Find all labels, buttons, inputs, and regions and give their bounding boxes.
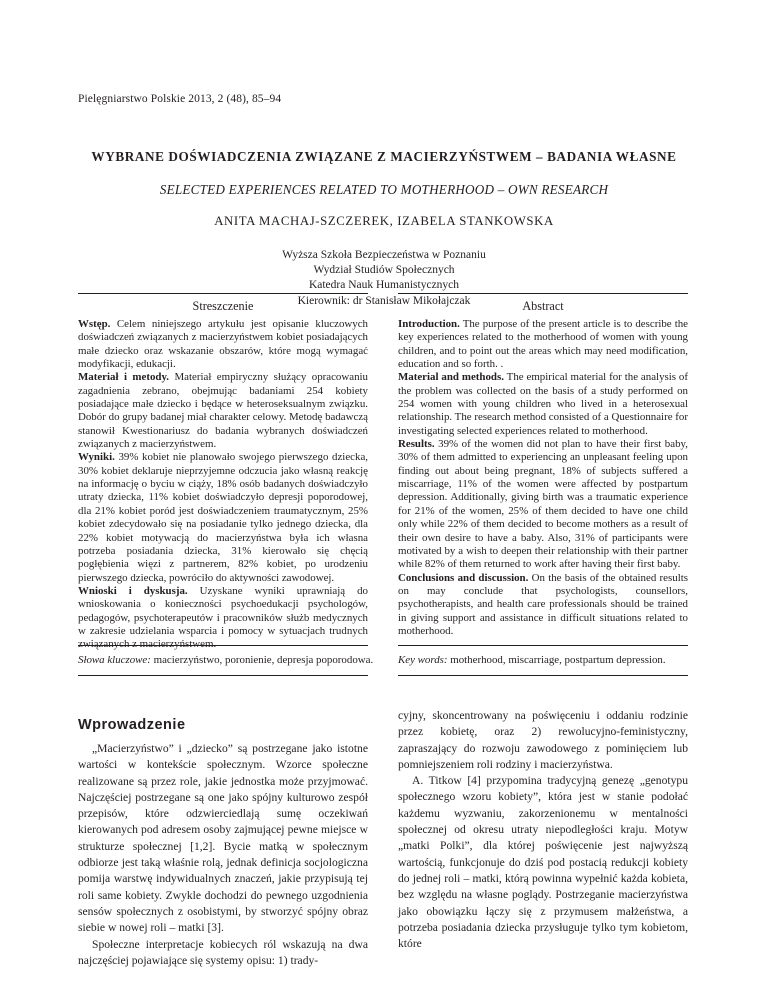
keywords-english xyxy=(398,654,688,667)
journal-citation: Pielęgniarstwo Polskie 2013, 2 (48), 85–94 xyxy=(78,93,282,105)
body-paragraph: A. Titkow [4] przypomina tradycyjną genezę „genotypu społecznego wzoru kobiety”, która jest w stanie podołać każdemu wyzwaniu, zakorzenionemu w mentalności społecznej od okresu utraty niepodległości kraju. Motyw „matki Polki”, dla której poświęcenie jest najwyższą wartością, funkcjonuje do dziś pod postacią redukcji kobiety do jednej roli – matki, którą powinna wypełnić każda kobieta, bez względu na własne poglądy. Postrzeganie macierzyństwa jako obowiązku łączy się z przymusem małżeństwa, a potrzeba posiadania dziecka przysługuje tylko tym kobietom, które xyxy=(398,774,688,951)
section-label: Wyniki. xyxy=(78,451,115,464)
section-heading-wprowadzenie: Wprowadzenie xyxy=(78,717,186,733)
keywords-text: motherhood, miscarriage, postpartum depression. xyxy=(447,654,666,666)
abstract-conclusions xyxy=(398,572,688,639)
divider-rule xyxy=(78,293,368,294)
streszczenie-methods xyxy=(78,371,368,451)
paragraph-text: 39% of the women did not plan to have their first baby, 30% of them admitted to experiencing an unpleasant feeling upon finding out about being pregnant, 18% of subjects suffered a miscarriage, 11% of the women were affected by postpartum depression. Additionally, giving birth was a traumatic experience for 21% of the women, 25% of them decided to have one child only while 22% of them decided to become mothers as a result of their own desire to have a baby. Also, 31% of participants were motivated by a wish to deepen their relationship with their partner while 82% of them returned to work after having their first baby. xyxy=(398,438,688,571)
streszczenie-body xyxy=(78,318,368,652)
paragraph-text: Celem niniejszego artykułu jest opisanie kluczowych doświadczeń związanych z macierzyństwem kobiet posiadających małe dziecko oraz wskazanie obszarów, które mogą wymagać modyfikacji, edukacji. xyxy=(78,318,368,371)
paragraph-text: On the basis of the obtained results on may conclude that psychologists, counsellors, psychotherapists, and health care professionals should be trained in giving support and assistance in difficult situations related to motherhood. xyxy=(398,571,688,637)
body-paragraph: „Macierzyństwo” i „dziecko” są postrzegane jako istotne wartości w kontekście społecznym. Wzorce społeczne realizowane są przez role, jakie jednostka może przyjmować. Najczęściej postrzegane są one jako spójny kulturowo zespół przepisów, które odzwierciedlają sumę oczekiwań kierowanych pod adresem osoby zajmującej pewne miejsce w strukturze społecznej [1,2]. Bycie matką w społecznym odbiorze jest taką właśnie rolą, jednak definicja socjologiczna pomija warstwę indywidualnych znaczeń, jakie przypisują tej roli same kobiety. Zwykle dochodzi do pewnego uzgodnienia sensów społecznych z osobistymi, by stworzyć spójny obraz siebie w nowej roli – matki [3]. xyxy=(78,742,368,935)
streszczenie-results xyxy=(78,451,368,584)
keywords-label: Key words: xyxy=(398,654,448,666)
streszczenie-heading: Streszczenie xyxy=(192,299,254,313)
affiliation-line: Wyższa Szkoła Bezpieczeństwa w Poznaniu xyxy=(282,249,486,261)
section-label: Wnioski i dyskusja. xyxy=(78,584,188,597)
divider-rule xyxy=(78,675,368,676)
streszczenie-intro xyxy=(78,318,368,371)
keywords-polish xyxy=(78,654,374,667)
streszczenie-conclusions xyxy=(78,585,368,652)
body-column-right xyxy=(398,708,688,952)
abstract-introduction xyxy=(398,318,688,371)
section-label: Results. xyxy=(398,438,435,451)
section-label: Wstęp. xyxy=(78,318,111,330)
abstract-results xyxy=(398,438,688,571)
article-authors: ANITA MACHAJ-SZCZEREK, IZABELA STANKOWSKA xyxy=(214,214,554,228)
divider-rule xyxy=(398,293,688,294)
paragraph-text: Materiał empiryczny służący opracowaniu zagadnienia zebrano, obejmując badaniami 254 kobiety posiadające małe dziecko i będące w heteroseksualnym związku. Dobór do grupy badanej miał charakter celowy. Metodę badawczą stanowił Kwestionariusz do badania wybranych doświadczeń związanych z macierzyństwem. xyxy=(78,371,368,451)
article-title-english: SELECTED EXPERIENCES RELATED TO MOTHERHOOD – OWN RESEARCH xyxy=(159,182,609,197)
abstract-methods xyxy=(398,371,688,438)
keywords-label: Słowa kluczowe: xyxy=(78,654,151,666)
paragraph-text: The purpose of the present article is to describe the key experiences related to the motherhood of women with young children, and to point out the areas which may need modification, education and so forth. . xyxy=(398,318,688,371)
paragraph-text: Uzyskane wyniki uprawniają do wnioskowania o konieczności psychoedukacji psychologów, pedagogów, psychoterapeutów i pracowników służb medycznych w zakresie udzielania wsparcia i pomocy w sytuacjach trudnych związanych z macierzyństwem. xyxy=(78,584,368,651)
divider-rule xyxy=(398,675,688,676)
paragraph-text: The empirical material for the analysis of the problem was collected on the basis of a study performed on 254 women with young children who lived in a heterosexual relationship. The research method consisted of a Questionnaire for investigating selected experiences related to motherhood. xyxy=(398,371,688,437)
body-column-left xyxy=(78,741,368,969)
body-paragraph: cyjny, skoncentrowany na poświęceniu i oddaniu rodzinie przez kobietę, oraz 2) rewolucyjno-feministyczny, zapraszający do rozwoju zawodowego z pominięciem lub pomniejszeniem roli rodziny i macierzyństwa. xyxy=(398,709,688,771)
keywords-text: macierzyństwo, poronienie, depresja poporodowa. xyxy=(150,654,374,666)
body-paragraph: Społeczne interpretacje kobiecych ról wskazują na dwa najczęściej pojawiające się systemy opisu: 1) trady- xyxy=(78,937,368,967)
section-label: Introduction. xyxy=(398,318,460,330)
section-label: Material and methods. xyxy=(398,371,504,384)
divider-rule xyxy=(398,645,688,646)
divider-rule xyxy=(78,645,368,646)
affiliation-line: Katedra Nauk Humanistycznych xyxy=(308,279,460,292)
section-label: Conclusions and discussion. xyxy=(398,571,529,584)
article-title-polish: WYBRANE DOŚWIADCZENIA ZWIĄZANE Z MACIERZYŃSTWEM – BADANIA WŁASNE xyxy=(91,149,677,164)
affiliation-line: Wydział Studiów Społecznych xyxy=(313,264,455,277)
abstract-heading: Abstract xyxy=(522,299,564,313)
paragraph-text: 39% kobiet nie planowało swojego pierwszego dziecka, 30% kobiet deklaruje nieprzyjemne odczucia jako własną reakcję na informację o byciu w ciąży, 18% osób badanych doświadczyło utraty dziecka, 11% kobiet doświadczyło depresji poporodowej, dla 21% kobiet poród jest doświadczeniem traumatycznym, 25% kobiet zdecydowało się na posiadanie tylko jednego dziecka, dla 22% kobiet motywacją do macierzyństwa była ich własna potrzeba posiadania dziecka, 31% kierowało się chęcią pogłębienia więzi z partnerem, 82% kobiet, po urodzeniu pierwszego dziecka, powróciło do aktywności zawodowej. xyxy=(78,451,368,584)
section-label: Materiał i metody. xyxy=(78,371,170,384)
affiliation-line: Kierownik: dr Stanisław Mikołajczak xyxy=(297,294,471,307)
abstract-body xyxy=(398,318,688,638)
